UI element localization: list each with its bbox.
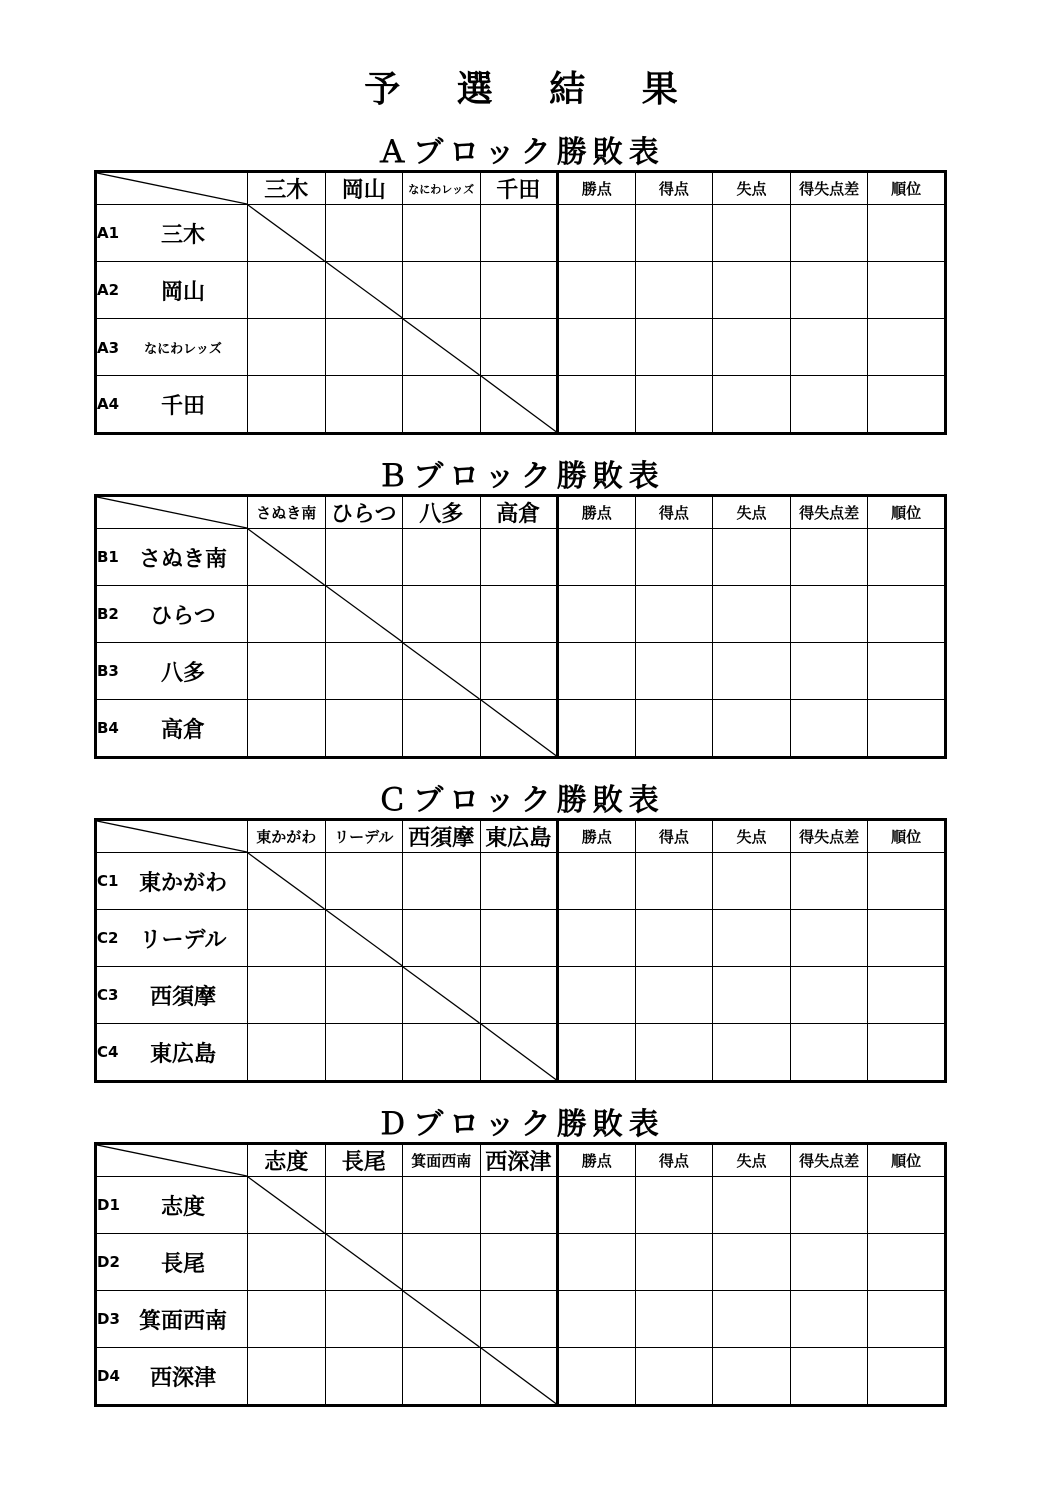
stat-cell [790,643,868,700]
corner-cell [96,1144,248,1177]
stat-cell [635,1348,713,1406]
match-result-cell [325,1291,403,1348]
stat-cell [868,529,946,586]
stat-cell [868,1291,946,1348]
team-column-header: 東広島 [480,820,558,853]
row-label-cell [96,853,248,910]
diagonal-cell [403,319,481,376]
match-result-cell [325,376,403,434]
diagonal-cell [480,376,558,434]
row-label-cell [96,319,248,376]
row-label-cell [96,1177,248,1234]
row-label-cell [96,1024,248,1082]
match-result-cell [248,1234,326,1291]
stat-cell [790,1177,868,1234]
stat-column-header: 失点 [713,496,791,529]
stat-cell [713,376,791,434]
match-result-cell [248,586,326,643]
stat-column-header: 得点 [635,820,713,853]
row-label-cell [96,1348,248,1406]
stat-column-header: 得失点差 [790,172,868,205]
results-table-wrapper [94,1142,946,1407]
team-column-header: 長尾 [325,1144,403,1177]
stat-cell [558,262,636,319]
team-column-header: 千田 [480,172,558,205]
team-column-header: 三木 [248,172,326,205]
match-result-cell [403,1024,481,1082]
team-column-header: 八多 [403,496,481,529]
diagonal-cell [325,586,403,643]
stat-cell [790,1234,868,1291]
match-result-cell [403,529,481,586]
match-result-cell [403,853,481,910]
team-code: D2 [97,1253,120,1271]
match-result-cell [248,262,326,319]
stat-cell [558,853,636,910]
stat-column-header: 失点 [713,172,791,205]
team-row [96,853,946,910]
team-column-header: 東かがわ [248,820,326,853]
stat-cell [713,262,791,319]
match-result-cell [248,319,326,376]
stat-cell [790,700,868,758]
stat-cell [635,643,713,700]
stat-cell [635,376,713,434]
results-table-wrapper [94,494,946,759]
stat-column-header: 得失点差 [790,1144,868,1177]
match-result-cell [480,586,558,643]
match-result-cell [480,853,558,910]
stat-column-header: 得点 [635,496,713,529]
row-label-cell [96,586,248,643]
stat-cell [635,319,713,376]
stat-cell [558,1234,636,1291]
stat-column-header: 順位 [868,496,946,529]
team-name: 東かがわ [138,870,227,896]
row-label-cell [96,262,248,319]
stat-cell [558,910,636,967]
stat-column-header: 得点 [635,1144,713,1177]
team-row [96,529,946,586]
match-result-cell [403,205,481,262]
stat-cell [790,319,868,376]
match-result-cell [248,643,326,700]
match-result-cell [325,967,403,1024]
diagonal-cell [248,205,326,262]
match-result-cell [325,205,403,262]
row-label-cell [96,529,248,586]
stat-column-header: 勝点 [558,820,636,853]
stat-cell [558,643,636,700]
match-result-cell [403,376,481,434]
stat-cell [713,205,791,262]
stat-cell [558,319,636,376]
stat-cell [635,205,713,262]
row-label-cell [96,910,248,967]
team-column-header: リーデル [325,820,403,853]
stat-column-header: 失点 [713,1144,791,1177]
team-code: D1 [97,1196,120,1214]
stat-cell [713,1348,791,1406]
team-code: B1 [97,548,119,566]
stat-cell [868,700,946,758]
match-result-cell [248,700,326,758]
diagonal-cell [248,1177,326,1234]
stat-cell [713,1234,791,1291]
team-name: 志度 [160,1194,205,1220]
team-row [96,376,946,434]
team-row [96,910,946,967]
stat-cell [790,1024,868,1082]
match-result-cell [325,319,403,376]
stat-cell [713,643,791,700]
stat-cell [790,205,868,262]
diagonal-cell [480,1024,558,1082]
team-code: C4 [97,1043,119,1061]
match-result-cell [480,910,558,967]
block-title: Ｄブロック勝敗表 [377,1107,665,1142]
team-row [96,1291,946,1348]
match-result-cell [480,1177,558,1234]
match-result-cell [403,700,481,758]
stat-cell [790,1291,868,1348]
team-column-header: ひらつ [325,496,403,529]
stat-column-header: 得失点差 [790,496,868,529]
team-column-header: 高倉 [480,496,558,529]
match-result-cell [403,1348,481,1406]
stat-column-header: 得点 [635,172,713,205]
team-name: 西須摩 [149,984,216,1010]
team-code: B2 [97,605,119,623]
stat-cell [713,586,791,643]
team-name: ひらつ [150,603,216,629]
stat-cell [868,643,946,700]
match-result-cell [403,1177,481,1234]
match-result-cell [480,319,558,376]
stat-cell [558,586,636,643]
team-code: A2 [97,281,120,299]
team-row [96,1234,946,1291]
stat-cell [790,1348,868,1406]
match-result-cell [325,1024,403,1082]
stat-cell [635,586,713,643]
results-table [94,494,947,759]
corner-cell [96,496,248,529]
match-result-cell [480,205,558,262]
team-row [96,1024,946,1082]
match-result-cell [248,910,326,967]
team-code: C3 [97,986,119,1004]
team-name: さぬき南 [138,546,227,572]
results-table [94,170,947,435]
header-row [96,1144,946,1177]
team-row [96,1348,946,1406]
block-title: Ｂブロック勝敗表 [377,459,665,494]
stat-column-header: 失点 [713,820,791,853]
match-result-cell [248,967,326,1024]
corner-cell [96,172,248,205]
page-title: 予 選 結 果 [364,69,700,110]
stat-cell [635,1177,713,1234]
team-name: 高倉 [160,717,205,743]
stat-cell [868,1024,946,1082]
stat-cell [635,1234,713,1291]
stat-cell [635,262,713,319]
stat-cell [868,853,946,910]
stat-column-header: 勝点 [558,172,636,205]
match-result-cell [480,262,558,319]
header-row [96,496,946,529]
team-code: D4 [97,1367,120,1385]
team-row [96,643,946,700]
row-label-cell [96,376,248,434]
stat-cell [713,319,791,376]
team-name: 八多 [160,660,205,686]
stat-cell [790,262,868,319]
header-row [96,172,946,205]
stat-column-header: 順位 [868,1144,946,1177]
match-result-cell [325,643,403,700]
stat-cell [558,1291,636,1348]
stat-cell [635,967,713,1024]
team-column-header: 岡山 [325,172,403,205]
team-name: 長尾 [160,1251,205,1277]
stat-cell [558,967,636,1024]
stat-cell [713,1291,791,1348]
diagonal-cell [480,700,558,758]
team-column-header: 箕面西南 [403,1144,481,1177]
stat-cell [790,967,868,1024]
stat-column-header: 順位 [868,820,946,853]
diagonal-cell [403,967,481,1024]
match-result-cell [480,1291,558,1348]
stat-cell [868,1177,946,1234]
stat-cell [713,700,791,758]
match-result-cell [403,910,481,967]
stat-cell [790,853,868,910]
team-name: 東広島 [149,1041,216,1067]
diagonal-cell [403,1291,481,1348]
stat-cell [635,1291,713,1348]
row-label-cell [96,1291,248,1348]
header-row [96,820,946,853]
diagonal-cell [325,262,403,319]
team-row [96,586,946,643]
stat-cell [868,967,946,1024]
diagonal-cell [325,1234,403,1291]
stat-cell [868,910,946,967]
block-title: Ａブロック勝敗表 [377,135,665,170]
stat-cell [558,1348,636,1406]
row-label-cell [96,967,248,1024]
stat-cell [713,967,791,1024]
team-name: 箕面西南 [138,1308,227,1334]
stat-cell [558,1177,636,1234]
diagonal-cell [480,1348,558,1406]
team-column-header: なにわレッズ [403,172,481,205]
match-result-cell [403,586,481,643]
stat-cell [635,700,713,758]
team-name: 三木 [160,222,205,248]
team-row [96,205,946,262]
match-result-cell [248,1291,326,1348]
stat-cell [635,853,713,910]
team-row [96,967,946,1024]
stat-cell [713,853,791,910]
match-result-cell [325,1348,403,1406]
team-row [96,319,946,376]
team-name: 西深津 [149,1365,216,1391]
diagonal-cell [403,643,481,700]
match-result-cell [480,643,558,700]
stat-cell [558,700,636,758]
block-title: Ｃブロック勝敗表 [377,783,665,818]
stat-cell [713,1177,791,1234]
stat-cell [790,376,868,434]
match-result-cell [325,1177,403,1234]
team-row [96,700,946,758]
stat-cell [790,586,868,643]
match-result-cell [248,1348,326,1406]
team-column-header: 西須摩 [403,820,481,853]
stat-cell [790,910,868,967]
stat-cell [635,910,713,967]
stat-cell [558,529,636,586]
stat-column-header: 勝点 [558,1144,636,1177]
team-code: D3 [97,1310,120,1328]
stat-cell [790,529,868,586]
row-label-cell [96,643,248,700]
results-table [94,818,947,1083]
match-result-cell [325,529,403,586]
stat-cell [868,586,946,643]
stat-cell [868,262,946,319]
stat-cell [635,1024,713,1082]
match-result-cell [248,1024,326,1082]
team-code: A1 [97,224,120,242]
stat-column-header: 得失点差 [790,820,868,853]
stat-cell [868,1348,946,1406]
stat-cell [868,205,946,262]
stat-cell [713,529,791,586]
row-label-cell [96,1234,248,1291]
match-result-cell [325,853,403,910]
team-code: A4 [97,395,120,413]
stat-cell [558,1024,636,1082]
match-result-cell [403,1234,481,1291]
team-code: A3 [97,338,120,357]
match-result-cell [403,262,481,319]
diagonal-cell [248,853,326,910]
stat-cell [868,376,946,434]
stat-cell [713,1024,791,1082]
row-label-cell [96,700,248,758]
team-name: 千田 [160,393,205,419]
stat-cell [558,205,636,262]
match-result-cell [480,967,558,1024]
team-code: B3 [97,662,119,680]
match-result-cell [480,529,558,586]
team-column-header: さぬき南 [248,496,326,529]
stat-cell [713,910,791,967]
results-table [94,1142,947,1407]
team-code: B4 [97,719,119,737]
results-table-wrapper [94,170,946,435]
team-row [96,262,946,319]
match-result-cell [325,700,403,758]
team-code: C1 [97,872,119,890]
stat-cell [635,529,713,586]
match-result-cell [480,1234,558,1291]
results-table-wrapper [94,818,946,1083]
team-column-header: 西深津 [480,1144,558,1177]
team-name: なにわレッズ [144,342,222,357]
team-row [96,1177,946,1234]
match-result-cell [248,376,326,434]
diagonal-cell [325,910,403,967]
stat-cell [558,376,636,434]
stat-column-header: 勝点 [558,496,636,529]
row-label-cell [96,205,248,262]
corner-cell [96,820,248,853]
diagonal-cell [248,529,326,586]
stat-cell [868,1234,946,1291]
team-name: リーデル [139,927,227,953]
stat-cell [868,319,946,376]
stat-column-header: 順位 [868,172,946,205]
team-column-header: 志度 [248,1144,326,1177]
team-name: 岡山 [160,279,205,305]
team-code: C2 [97,929,119,947]
